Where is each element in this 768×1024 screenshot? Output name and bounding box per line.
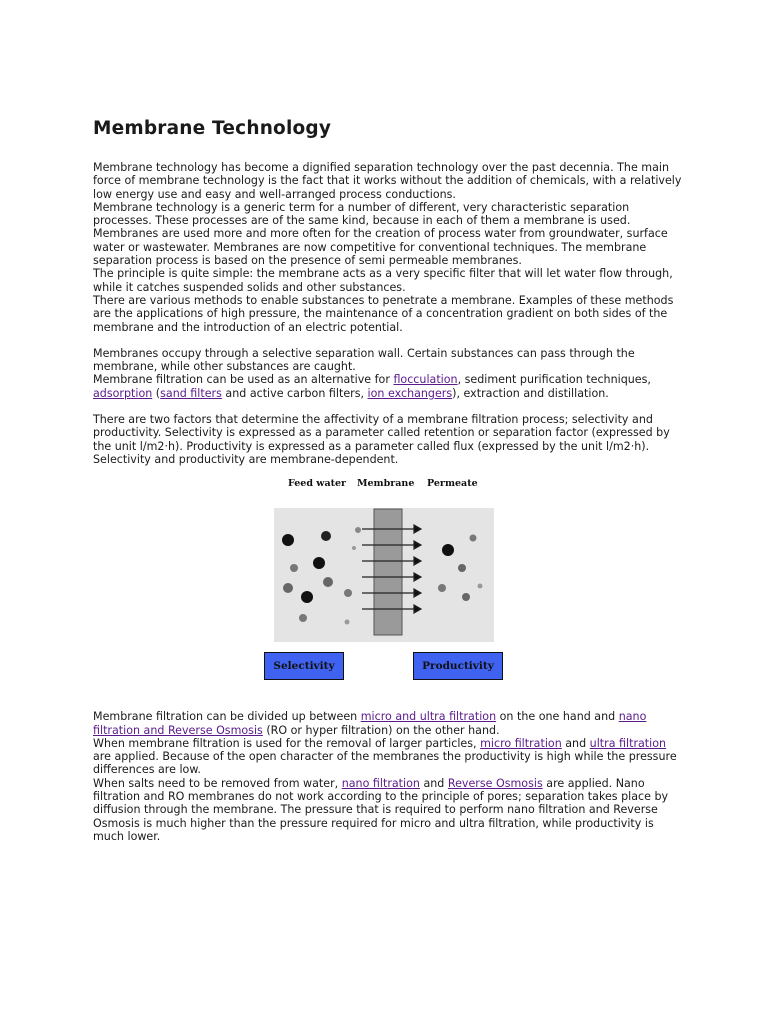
permeate-label: Permeate: [427, 478, 478, 490]
link-ion-exchangers[interactable]: ion exchangers: [367, 386, 453, 400]
feed-water-label: Feed water: [288, 478, 347, 490]
page-title: Membrane Technology: [93, 118, 332, 139]
link-sand-filters[interactable]: sand filters: [160, 386, 222, 400]
document-page: [93, 118, 683, 843]
link-micro-filtration[interactable]: micro filtration: [480, 736, 562, 750]
intro-paragraph-2: Membrane technology is a generic term for a number of different, very characteristic separation processes. These processes are of the same kind, because in each of them a membrane is used. Membranes are used more and more often for the creation of process water from groundwater, surface water or wastewater. Membranes are now competitive for conventional techniques. The membrane separation process is based on the presence of semi permeable membranes.: [93, 200, 668, 268]
occupy-paragraph-2: [93, 373, 683, 400]
membrane-wall: [374, 509, 402, 635]
division-paragraph-1: [93, 710, 683, 737]
text-run: and: [419, 776, 448, 790]
text-run: are applied. Because of the open character of the membranes the productivity is high while the pressure differences are low.: [93, 750, 677, 777]
division-paragraph-2: [93, 737, 683, 777]
link-micro-ultra-filtration[interactable]: micro and ultra filtration: [360, 710, 497, 724]
text-run: ), extraction and distillation.: [452, 386, 609, 400]
membrane-diagram: [274, 508, 494, 642]
text-run: When membrane filtration is used for the removal of larger particles,: [93, 736, 481, 750]
text-run: (: [152, 386, 161, 400]
text-run: are applied. Nano filtration and RO membranes do not work according to the principle of pores; separation takes place by diffusion through the membrane. The pressure that is required to perform nano filtration and Reverse Osmosis is much higher than the pressure required for micro and ultra filtration, while productivity is much lower.: [93, 776, 669, 843]
membrane-label: Membrane: [357, 478, 415, 490]
intro-paragraph-1: Membrane technology has become a dignified separation technology over the past decennia. The main force of membrane technology is the fact that it works without the addition of chemicals, with a relatively low energy use and easy and well-arranged process conductions.: [93, 161, 682, 201]
selectivity-button[interactable]: Selectivity: [264, 652, 344, 680]
link-flocculation[interactable]: flocculation: [393, 373, 458, 387]
link-ultra-filtration[interactable]: ultra filtration: [589, 736, 667, 750]
text-run: Membrane filtration can be divided up between: [93, 710, 361, 724]
link-adsorption[interactable]: adsorption: [93, 386, 153, 400]
text-run: and active carbon filters,: [221, 386, 368, 400]
division-paragraph-3: [93, 777, 683, 843]
intro-paragraph-4: There are various methods to enable substances to penetrate a membrane. Examples of these methods are the applications of high pressure, the maintenance of a concentration gradient on both sides of the membrane and the introduction of an electric potential.: [93, 293, 674, 334]
productivity-button[interactable]: Productivity: [413, 652, 503, 680]
text-run: and: [561, 736, 590, 750]
text-run: (RO or hyper filtration) on the other hand.: [262, 723, 500, 737]
factors-paragraph: There are two factors that determine the affectivity of a membrane filtration process; selectivity and productivity. Selectivity is expressed as a parameter called retention or separation factor (expressed by the unit l/m2·h). Productivity is expressed as a parameter called flux (expressed by the unit l/m2·h). Selectivity and productivity are membrane-dependent.: [93, 413, 670, 466]
text-run: Membrane filtration can be used as an alternative for: [93, 373, 394, 387]
link-reverse-osmosis[interactable]: Reverse Osmosis: [447, 776, 543, 790]
text-run: When salts need to be removed from water,: [93, 776, 342, 790]
text-run: on the one hand and: [496, 710, 619, 724]
intro-paragraph-3: The principle is quite simple: the membrane acts as a very specific filter that will let water flow through, while it catches suspended solids and other substances.: [93, 267, 673, 294]
membrane-filtration-figure: [93, 478, 683, 710]
text-run: , sediment purification techniques,: [457, 373, 651, 387]
occupy-paragraph-1: Membranes occupy through a selective separation wall. Certain substances can pass through the membrane, while other substances are caught.: [93, 346, 635, 374]
link-nano-reverse-osmosis[interactable]: nano filtration and Reverse Osmosis: [93, 710, 647, 737]
link-nano-filtration[interactable]: nano filtration: [341, 776, 420, 790]
